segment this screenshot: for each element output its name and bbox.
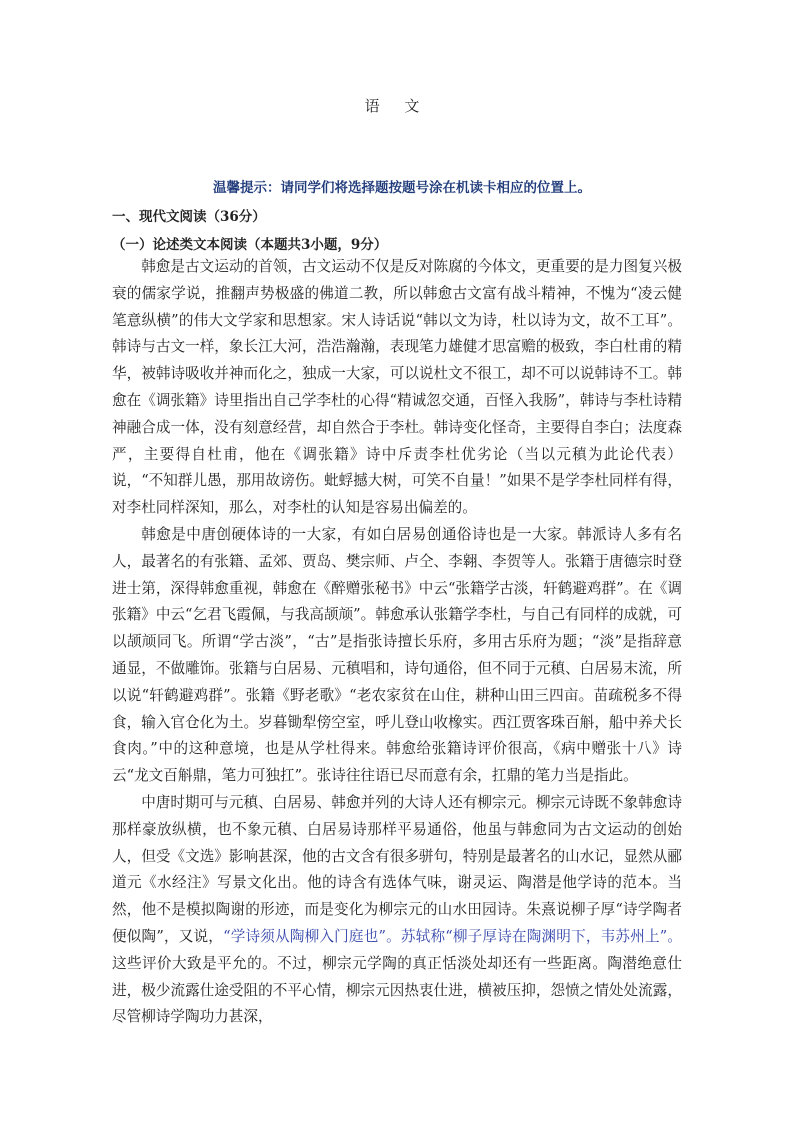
sub-section-heading: （一）论述类文本阅读（本题共3小题，9分） xyxy=(112,237,388,253)
paragraph-3-part-a: 中唐时期可与元稹、白居易、韩愈并列的大诗人还有柳宗元。柳宗元诗既不象韩愈诗那样豪放纵横，也不象元稹、白居易诗那样平易通俗，他虽与韩愈同为古文运动的创始人，但受《文选》影响甚深，他的古文含有很多骈句，特别是最著名的山水记，显然从郦道元《水经注》写景文化出。他的诗含有选体气味，谢灵运、陶潜是他学诗的范本。当然，他不是模拟陶谢的形迹，而是变化为柳宗元的山水田园诗。朱熹说柳子厚“诗学陶者便似陶”，又说， xyxy=(112,793,682,945)
paragraph-2: 韩愈是中唐创硬体诗的一大家，有如白居易创通俗诗也是一大家。韩派诗人多有名人，最著名的有张籍、孟郊、贾岛、樊宗师、卢仝、李翱、李贺等人。张籍于唐德宗时登进士第，深得韩愈重视，韩愈在《醉赠张秘书》中云“张籍学古淡，轩鹤避鸡群”。在《调张籍》中云“乞君飞霞佩，与我高颉颃”。韩愈承认张籍学李杜，与自己有同样的成就，可以颉颃同飞。所谓“学古淡”，“古”是指张诗擅长乐府，多用古乐府为题；“淡”是指辞意通显，不做雕饰。张籍与白居易、元稹唱和，诗句通俗，但不同于元稹、白居易末流，所以说“轩鹤避鸡群”。张籍《野老歌》“老农家贫在山住，耕种山田三四亩。苗疏税多不得食，输入官仓化为土。岁暮锄犁傍空室，呼儿登山收橡实。西江贾客珠百斛，船中养犬长食肉。”中的这种意境，也是从学杜得来。韩愈给张籍诗评价很高，《病中赠张十八》诗云“龙文百斛鼎，笔力可独扛”。张诗往往语已尽而意有余，扛鼎的笔力当是指此。 xyxy=(112,525,682,785)
page-title: 语 文 xyxy=(364,97,430,115)
article-body xyxy=(112,254,682,1031)
paragraph-3-part-b: 这些评价大致是平允的。不过，柳宗元学陶的真正恬淡处却还有一些距离。陶潜绝意仕进，极少流露仕途受阻的不平心情，柳宗元因热衷仕进，横被压抑，怨愤之情处处流露，尽管柳诗学陶功力甚深， xyxy=(112,954,682,1026)
paragraph-1: 韩愈是古文运动的首领，古文运动不仅是反对陈腐的今体文，更重要的是力图复兴极衰的儒家学说，推翻声势极盛的佛道二教，所以韩愈古文富有战斗精神，不愧为“凌云健笔意纵横”的伟大文学家和思想家。宋人诗话说“韩以文为诗，杜以诗为文，故不工耳”。韩诗与古文一样，象长江大河，浩浩瀚瀚，表现笔力雄健才思富赡的极致，李白杜甫的精华，被韩诗吸收并神而化之，独成一大家，可以说杜文不很工，却不可以说韩诗不工。韩愈在《调张籍》诗里指出自己学李杜的心得“精诚忽交通，百怪入我肠”，韩诗与李杜诗精神融合成一体，没有刻意经营，却自然合于李杜。韩诗变化怪奇，主要得自李白；法度森严，主要得自杜甫，他在《调张籍》诗中斥责李杜优劣论（当以元稹为此论代表）说，“不知群儿愚，那用故谤伤。蚍蜉撼大树，可笑不自量！”如果不是学李杜同样有得，对李杜同样深知，那么，对李杜的认知是容易出偏差的。 xyxy=(112,258,682,517)
paragraph-3-quote: “学诗须从陶柳入门庭也”。苏轼称“柳子厚诗在陶渊明下，韦苏州上”。 xyxy=(223,927,682,945)
section-heading: 一、现代文阅读（36分） xyxy=(112,209,266,225)
exam-notice: 温馨提示：请同学们将选择题按题号涂在机读卡相应的位置上。 xyxy=(213,180,591,196)
paragraph-3 xyxy=(112,790,682,1031)
